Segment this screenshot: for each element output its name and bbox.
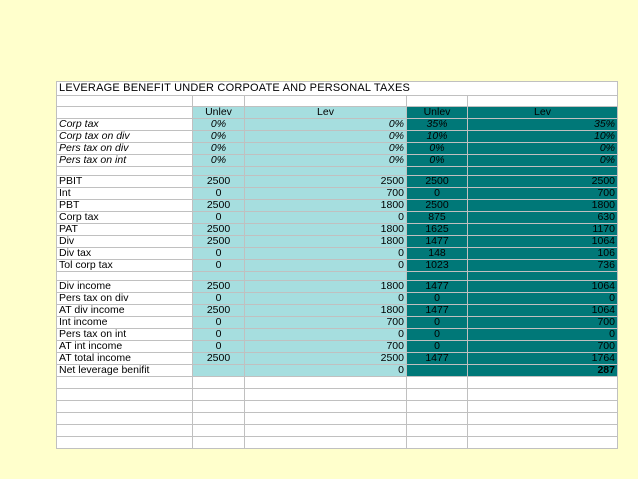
lev-value-1[interactable]: 0 <box>245 212 407 224</box>
lev-value-2[interactable]: 1170 <box>468 224 618 236</box>
net-value-4[interactable]: 287 <box>468 365 618 377</box>
unlev-value-1[interactable]: 0% <box>193 155 245 167</box>
unlev-value-2[interactable]: 1023 <box>407 260 468 272</box>
row-label[interactable]: AT div income <box>57 305 193 317</box>
unlev-value-2[interactable]: 0% <box>407 143 468 155</box>
income-row <box>57 188 618 200</box>
lev-value-2[interactable]: 0 <box>468 293 618 305</box>
row-label[interactable]: Tol corp tax <box>57 260 193 272</box>
header-lev-1[interactable]: Lev <box>245 107 407 119</box>
unlev-value-2[interactable]: 875 <box>407 212 468 224</box>
row-label[interactable]: Div <box>57 236 193 248</box>
income-row <box>57 176 618 188</box>
lev-value-1[interactable]: 0% <box>245 119 407 131</box>
income-row <box>57 212 618 224</box>
lev-value-1[interactable]: 0 <box>245 260 407 272</box>
lev-value-1[interactable]: 1800 <box>245 224 407 236</box>
gap-row <box>57 272 618 281</box>
lev-value-1[interactable]: 0 <box>245 293 407 305</box>
unlev-value-2[interactable]: 1477 <box>407 305 468 317</box>
rate-row <box>57 155 618 167</box>
row-label[interactable]: Pers tax on div <box>57 143 193 155</box>
unlev-value-2[interactable]: 10% <box>407 131 468 143</box>
net-value-3[interactable] <box>407 365 468 377</box>
lev-value-2[interactable]: 700 <box>468 188 618 200</box>
row-label[interactable]: Int <box>57 188 193 200</box>
lev-value-2[interactable]: 2500 <box>468 176 618 188</box>
row-label[interactable]: Pers tax on int <box>57 155 193 167</box>
row-label[interactable]: Div tax <box>57 248 193 260</box>
row-label[interactable]: PBT <box>57 200 193 212</box>
lev-value-1[interactable]: 1800 <box>245 281 407 293</box>
header-unlev-2[interactable]: Unlev <box>407 107 468 119</box>
net-value-1[interactable] <box>193 365 245 377</box>
lev-value-2[interactable]: 0% <box>468 143 618 155</box>
lev-value-1[interactable]: 2500 <box>245 176 407 188</box>
row-label[interactable]: Int income <box>57 317 193 329</box>
unlev-value-2[interactable]: 0 <box>407 329 468 341</box>
lev-value-2[interactable]: 1800 <box>468 200 618 212</box>
header-unlev-1[interactable]: Unlev <box>193 107 245 119</box>
unlev-value-1[interactable]: 2500 <box>193 281 245 293</box>
row-label[interactable]: PBIT <box>57 176 193 188</box>
gap-row <box>57 167 618 176</box>
personal-row <box>57 317 618 329</box>
unlev-value-1[interactable]: 2500 <box>193 176 245 188</box>
unlev-value-2[interactable]: 0 <box>407 188 468 200</box>
lev-value-2[interactable]: 630 <box>468 212 618 224</box>
spacer-row <box>57 96 618 107</box>
personal-row <box>57 305 618 317</box>
unlev-value-1[interactable]: 2500 <box>193 305 245 317</box>
unlev-value-1[interactable]: 0% <box>193 119 245 131</box>
lev-value-2[interactable]: 10% <box>468 131 618 143</box>
unlev-value-1[interactable]: 0 <box>193 188 245 200</box>
net-value-2[interactable]: 0 <box>245 365 407 377</box>
unlev-value-1[interactable]: 2500 <box>193 353 245 365</box>
personal-row <box>57 329 618 341</box>
row-label[interactable]: Corp tax <box>57 212 193 224</box>
row-label[interactable]: AT int income <box>57 341 193 353</box>
unlev-value-1[interactable]: 0% <box>193 131 245 143</box>
blank-row <box>57 437 618 449</box>
lev-value-2[interactable]: 1064 <box>468 305 618 317</box>
income-row <box>57 224 618 236</box>
unlev-value-1[interactable]: 0 <box>193 248 245 260</box>
income-row <box>57 260 618 272</box>
unlev-value-1[interactable]: 0 <box>193 329 245 341</box>
row-label[interactable]: Pers tax on div <box>57 293 193 305</box>
unlev-value-1[interactable]: 0 <box>193 293 245 305</box>
lev-value-2[interactable]: 35% <box>468 119 618 131</box>
lev-value-1[interactable]: 0 <box>245 248 407 260</box>
lev-value-1[interactable]: 700 <box>245 341 407 353</box>
lev-value-1[interactable]: 1800 <box>245 200 407 212</box>
unlev-value-2[interactable]: 1477 <box>407 281 468 293</box>
spreadsheet-table <box>56 81 618 449</box>
unlev-value-2[interactable]: 2500 <box>407 200 468 212</box>
lev-value-1[interactable]: 700 <box>245 188 407 200</box>
unlev-value-2[interactable]: 0 <box>407 317 468 329</box>
lev-value-2[interactable]: 736 <box>468 260 618 272</box>
blank-row <box>57 413 618 425</box>
row-label[interactable]: PAT <box>57 224 193 236</box>
personal-row <box>57 353 618 365</box>
lev-value-2[interactable]: 0 <box>468 329 618 341</box>
header-row <box>57 107 618 119</box>
lev-value-1[interactable]: 0% <box>245 143 407 155</box>
lev-value-1[interactable]: 1800 <box>245 236 407 248</box>
lev-value-1[interactable]: 0% <box>245 131 407 143</box>
row-label[interactable]: Pers tax on int <box>57 329 193 341</box>
header-label-cell[interactable] <box>57 107 193 119</box>
lev-value-2[interactable]: 700 <box>468 317 618 329</box>
unlev-value-1[interactable]: 0 <box>193 212 245 224</box>
row-label[interactable]: AT total income <box>57 353 193 365</box>
lev-value-1[interactable]: 700 <box>245 317 407 329</box>
row-label[interactable]: Corp tax on div <box>57 131 193 143</box>
blank-row <box>57 401 618 413</box>
unlev-value-1[interactable]: 0 <box>193 317 245 329</box>
income-row <box>57 200 618 212</box>
unlev-value-2[interactable]: 0 <box>407 341 468 353</box>
rate-row <box>57 131 618 143</box>
sheet-title: LEVERAGE BENEFIT UNDER CORPOATE AND PERSONAL TAXES <box>57 82 618 96</box>
blank-row <box>57 389 618 401</box>
lev-value-2[interactable]: 1064 <box>468 281 618 293</box>
rate-row <box>57 119 618 131</box>
row-label[interactable]: Div income <box>57 281 193 293</box>
lev-value-1[interactable]: 0% <box>245 155 407 167</box>
unlev-value-2[interactable]: 0 <box>407 293 468 305</box>
unlev-value-1[interactable]: 2500 <box>193 224 245 236</box>
unlev-value-1[interactable]: 0% <box>193 143 245 155</box>
unlev-value-1[interactable]: 0 <box>193 260 245 272</box>
unlev-value-2[interactable]: 1477 <box>407 236 468 248</box>
unlev-value-2[interactable]: 35% <box>407 119 468 131</box>
unlev-value-1[interactable]: 2500 <box>193 236 245 248</box>
unlev-value-1[interactable]: 2500 <box>193 200 245 212</box>
lev-value-1[interactable]: 0 <box>245 329 407 341</box>
personal-row <box>57 341 618 353</box>
personal-row <box>57 281 618 293</box>
lev-value-2[interactable]: 1064 <box>468 236 618 248</box>
net-leverage-row <box>57 365 618 377</box>
unlev-value-2[interactable]: 2500 <box>407 176 468 188</box>
lev-value-2[interactable]: 700 <box>468 341 618 353</box>
income-row <box>57 248 618 260</box>
unlev-value-1[interactable]: 0 <box>193 341 245 353</box>
blank-row <box>57 377 618 389</box>
unlev-value-2[interactable]: 1477 <box>407 353 468 365</box>
lev-value-2[interactable]: 0% <box>468 155 618 167</box>
header-lev-2[interactable]: Lev <box>468 107 618 119</box>
lev-value-1[interactable]: 2500 <box>245 353 407 365</box>
lev-value-2[interactable]: 1764 <box>468 353 618 365</box>
income-row <box>57 236 618 248</box>
title-row <box>57 82 618 96</box>
rate-row <box>57 143 618 155</box>
lev-value-2[interactable]: 106 <box>468 248 618 260</box>
blank-row <box>57 425 618 437</box>
row-label[interactable]: Corp tax <box>57 119 193 131</box>
row-label[interactable]: Net leverage benifit <box>57 365 193 377</box>
lev-value-1[interactable]: 1800 <box>245 305 407 317</box>
unlev-value-2[interactable]: 0% <box>407 155 468 167</box>
unlev-value-2[interactable]: 148 <box>407 248 468 260</box>
unlev-value-2[interactable]: 1625 <box>407 224 468 236</box>
personal-row <box>57 293 618 305</box>
